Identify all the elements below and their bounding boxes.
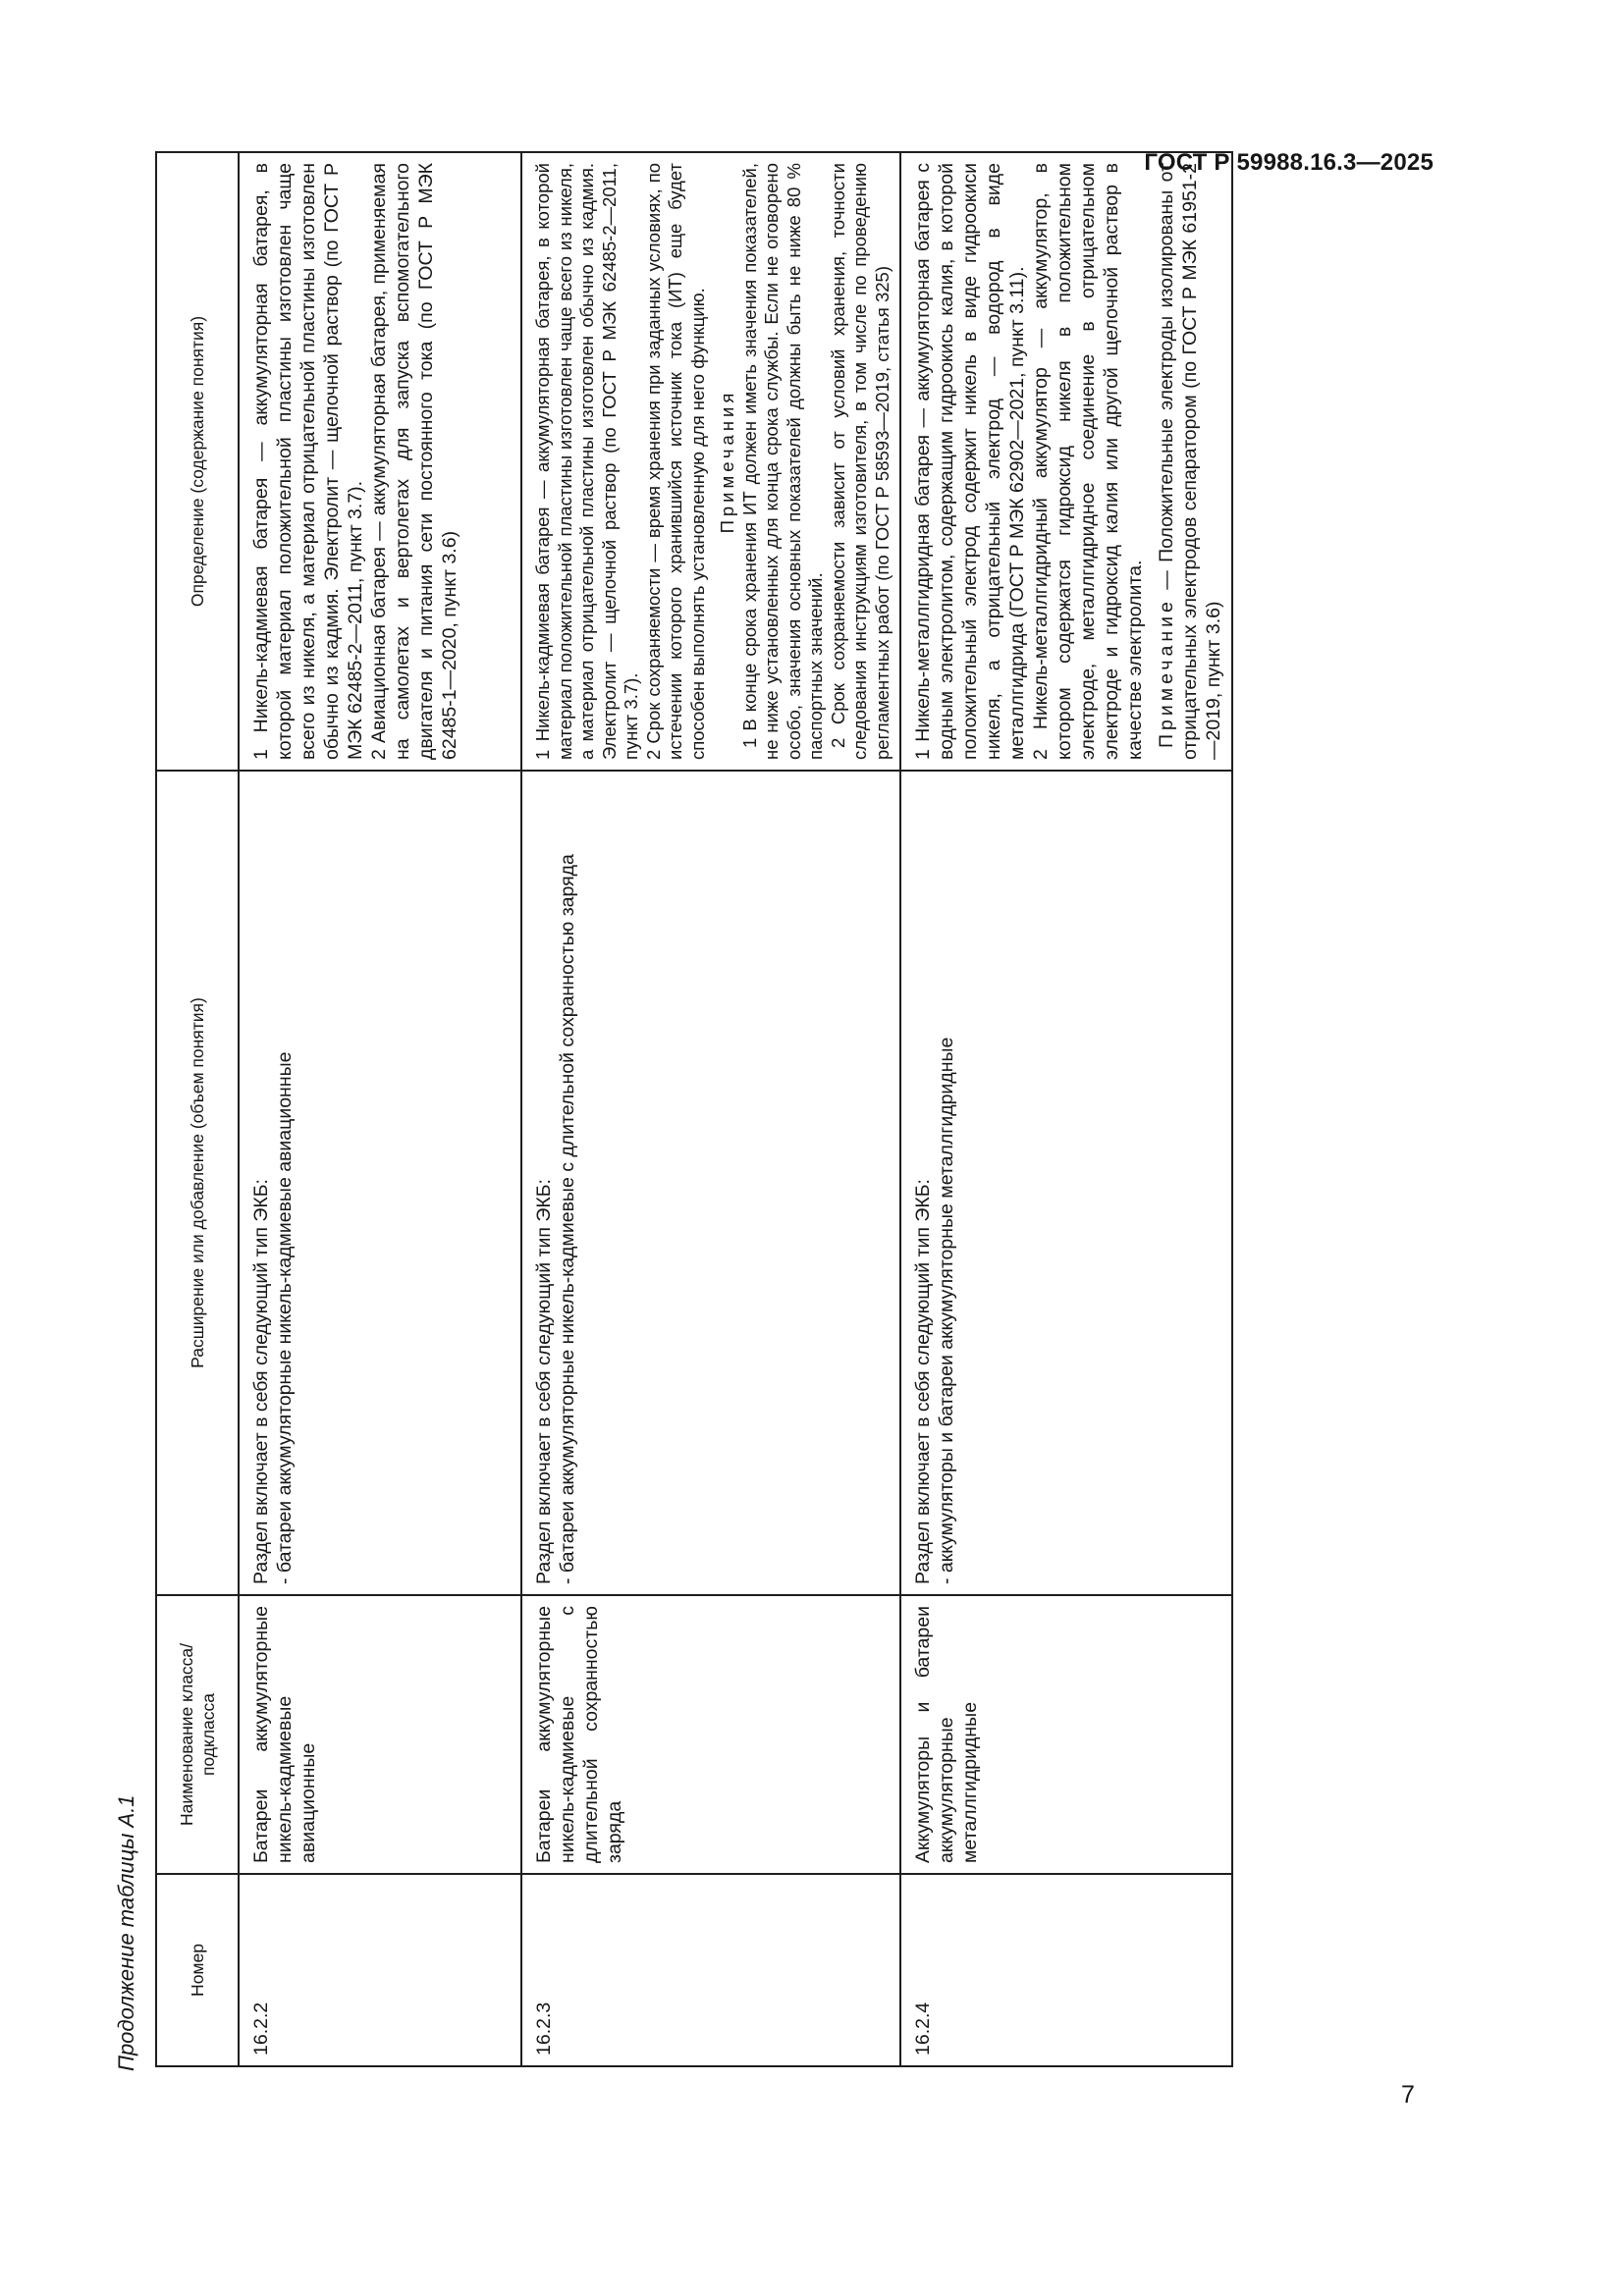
cell-scope (521, 771, 900, 1595)
rotated-table-block (114, 147, 1430, 2071)
page-number: 7 (1401, 2081, 1415, 2109)
note-text: — Положительные электроды изолированы от отрицательных электродов сепаратором (по ГОСТ Р МЭК 61951-2—2019, пункт 3.6) (1156, 163, 1224, 760)
note (1155, 163, 1225, 760)
note-label: Примечание (1156, 598, 1177, 748)
notes-title: Примечания (717, 389, 737, 534)
cell-scope (239, 771, 521, 1595)
scope-text: Раздел включает в себя следующий тип ЭКБ: - батареи аккумуляторные никель-кадмиевые с длительной сохранностью заряда (533, 854, 578, 1584)
definition-1: 1 Никель-кадмиевая батарея — аккумуляторная батарея, в которой материал положительной пластины изготовлен чаще всего из никеля, а материал отрицательной пластины изготовлен обычно из кадмия. Электролит — щелочной раствор (по ГОСТ Р МЭК 62485-2—2011, пункт 3.7). (250, 163, 366, 760)
document-code: ГОСТ Р 59988.16.3—2025 (1144, 149, 1434, 176)
definition-1: 1 Никель-кадмиевая батарея — аккумуляторная батарея, в которой материал положительной пластины изготовлен чаще всего из никеля, а материал отрицательной пластины изготовлен обычно из кадмия. Электролит — щелочной раствор (по ГОСТ Р МЭК 62485-2—2011, пункт 3.7). (532, 163, 641, 760)
definition-2: 2 Никель-металлгидридный аккумулятор — аккумулятор, в котором содержатся гидроксид никеля в положительном электроде, металлгидридное соединение в отрицательном электроде и гидроксид калия или другой щелочной раствор в качестве электролита. (1030, 163, 1146, 760)
scope-text: Раздел включает в себя следующий тип ЭКБ: - батареи аккумуляторные никель-кадмиевые авиационные (250, 1051, 296, 1584)
cell-class-name: Аккумуляторы и батареи аккумуляторные металлгидридные (900, 1595, 1232, 1874)
cell-definition (900, 152, 1232, 771)
header-definition: Определение (содержание понятия) (156, 152, 239, 771)
table-row (900, 152, 1232, 2066)
table-caption: Продолжение таблицы А.1 (114, 1794, 138, 2071)
header-number: Номер (156, 1874, 239, 2066)
cell-class-name: Батареи аккумуляторные никель-кадмиевые авиационные (239, 1595, 521, 1874)
definition-2: 2 Авиационная батарея — аккумуляторная батарея, применяемая на самолетах и вертолетах для запуска вспомогательного двигателя и питания сети постоянного тока (по ГОСТ Р МЭК 62485-1—2020, пункт 3.6) (368, 163, 460, 760)
definition-1: 1 Никель-металлгидридная батарея — аккумуляторная батарея с водным электролитом, содержащим гидроокись калия, в которой положительный электрод содержит никель в виде гидроокиси никеля, а отрицательный электрод — водород в виде металлгидрида (ГОСТ Р МЭК 62902—2021, пункт 3.11). (912, 163, 1028, 760)
note-2: 2 Срок сохраняемости зависит от условий хранения, точности следования инструкциям изготовителя, в том числе по проведению регламентных работ (по ГОСТ Р 58593—2019, статья 325) (827, 163, 893, 760)
header-scope: Расширение или добавление (объем понятия) (156, 771, 239, 1595)
cell-number: 16.2.2 (239, 1874, 521, 2066)
cell-number: 16.2.4 (900, 1874, 1232, 2066)
cell-number: 16.2.3 (521, 1874, 900, 2066)
cell-definition (521, 152, 900, 771)
scope-text: Раздел включает в себя следующий тип ЭКБ: - аккумуляторы и батареи аккумуляторные металлгидридные (912, 1037, 957, 1584)
classification-table (155, 151, 1233, 2067)
cell-class-name: Батареи аккумуляторные никель-кадмиевые с длительной сохранностью заряда (521, 1595, 900, 1874)
table-row (239, 152, 521, 2066)
cell-definition (239, 152, 521, 771)
header-class-name: Наименование класса/ подкласса (156, 1595, 239, 1874)
cell-scope (900, 771, 1232, 1595)
definition-2: 2 Срок сохраняемости — время хранения при заданных условиях, по истечении которого хранившийся источник тока (ИТ) еще будет способен выполнять установленную для него функцию. (642, 163, 708, 760)
note-1: 1 В конце срока хранения ИТ должен иметь значения показателей, не ниже установленных для конца срока службы. Если не оговорено особо, значения основных показателей должны быть не ниже 80 % паспортных значений. (738, 163, 826, 760)
table-header-row (156, 152, 239, 2066)
table-row (521, 152, 900, 2066)
